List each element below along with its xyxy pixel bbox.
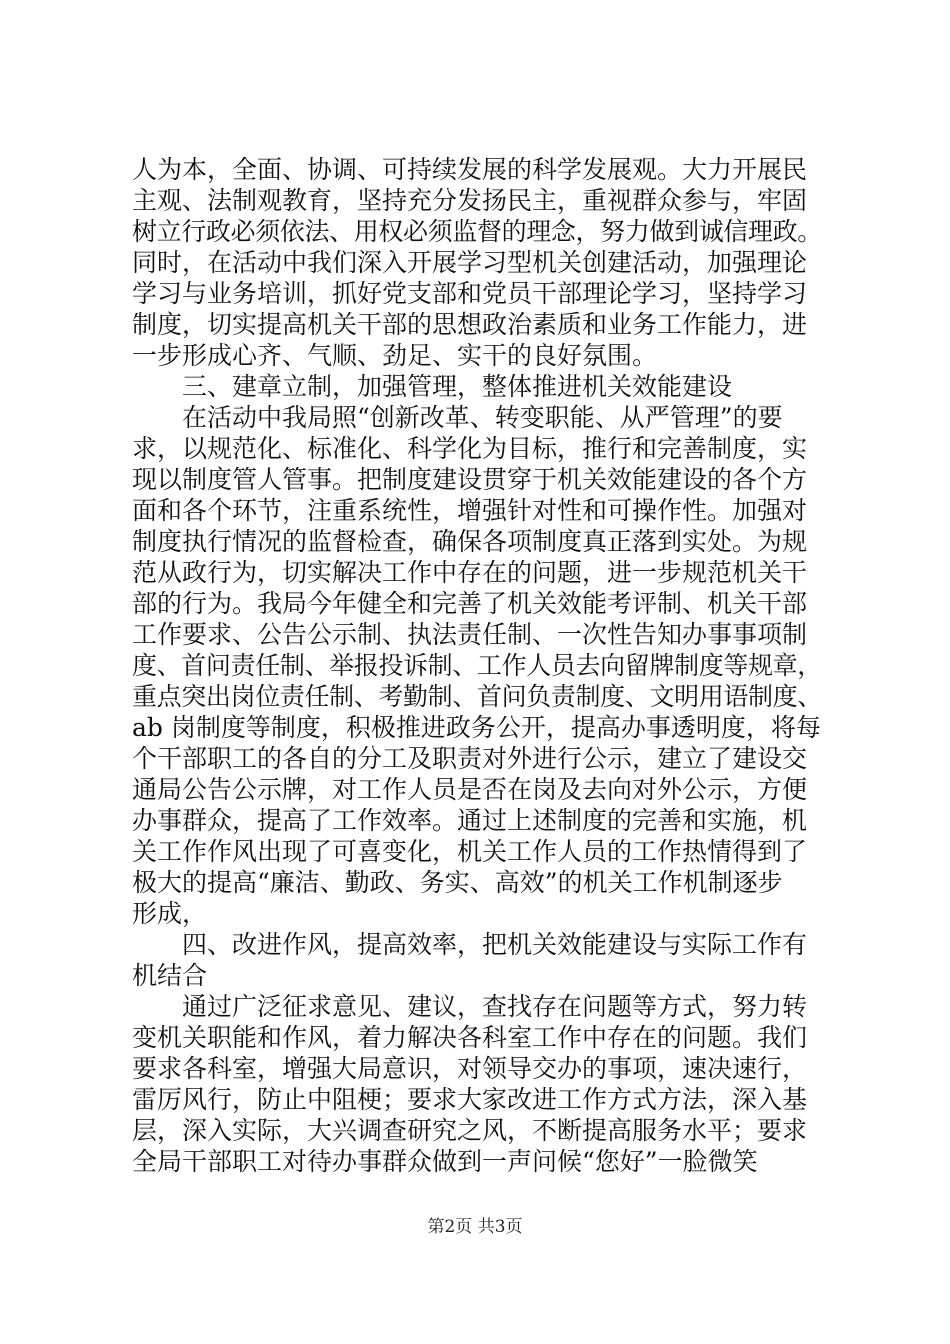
text-line: 关工作作风出现了可喜变化，机关工作人员的工作热情得到了 bbox=[132, 837, 808, 866]
text-line: 部的行为。我局今年健全和完善了机关效能考评制、机关干部 bbox=[132, 589, 808, 618]
text-line: 通过广泛征求意见、建议，查找存在问题等方式，努力转 bbox=[132, 992, 808, 1021]
text-line: 层，深入实际，大兴调查研究之风，不断提高服务水平；要求 bbox=[132, 1116, 808, 1145]
text-line: 形成， bbox=[132, 899, 208, 928]
text-line: 要求各科室，增强大局意识，对领导交办的事项，速决速行， bbox=[132, 1054, 808, 1083]
text-line: 雷厉风行，防止中阻梗；要求大家改进工作方式方法，深入基 bbox=[132, 1085, 808, 1114]
text-line: 求，以规范化、标准化、科学化为目标，推行和完善制度，实 bbox=[132, 434, 808, 463]
text-line: ab 岗制度等制度，积极推进政务公开，提高办事透明度，将每 bbox=[132, 713, 821, 742]
text-line: 全局干部职工对待办事群众做到一声问候“您好”一脸微笑 bbox=[132, 1147, 758, 1176]
text-line: 个干部职工的各自的分工及职责对外进行公示，建立了建设交 bbox=[132, 744, 808, 773]
text-line: 办事群众，提高了工作效率。通过上述制度的完善和实施，机 bbox=[132, 806, 808, 835]
text-line: 度、首问责任制、举报投诉制、工作人员去向留牌制度等规章， bbox=[132, 651, 822, 680]
text-line: 机结合 bbox=[132, 961, 208, 990]
page-footer: 第2页 共3页 bbox=[427, 1217, 523, 1237]
text-line: 制度，切实提高机关干部的思想政治素质和业务工作能力，进 bbox=[132, 310, 808, 339]
document-body bbox=[132, 154, 822, 1177]
text-line: 范从政行为，切实解决工作中存在的问题，进一步规范机关干 bbox=[132, 558, 808, 587]
text-line: 主观、法制观教育，坚持充分发扬民主，重视群众参与，牢固 bbox=[132, 186, 808, 215]
text-line: 四、改进作风，提高效率，把机关效能建设与实际工作有 bbox=[132, 930, 808, 959]
text-line: 工作要求、公告公示制、执法责任制、一次性告知办事事项制 bbox=[132, 620, 808, 649]
text-line: 在活动中我局照“创新改革、转变职能、从严管理”的要 bbox=[132, 403, 783, 432]
text-line: 同时，在活动中我们深入开展学习型机关创建活动，加强理论 bbox=[132, 248, 808, 277]
text-line: 学习与业务培训，抓好党支部和党员干部理论学习，坚持学习 bbox=[132, 279, 808, 308]
text-line: 变机关职能和作风，着力解决各科室工作中存在的问题。我们 bbox=[132, 1023, 808, 1052]
text-line: 制度执行情况的监督检查，确保各项制度真正落到实处。为规 bbox=[132, 527, 808, 556]
text-line: 三、建章立制，加强管理，整体推进机关效能建设 bbox=[132, 372, 733, 401]
text-line: 极大的提高“廉洁、勤政、务实、高效”的机关工作机制逐步 bbox=[132, 868, 783, 897]
text-line: 通局公告公示牌，对工作人员是否在岗及去向对外公示，方便 bbox=[132, 775, 808, 804]
text-line: 现以制度管人管事。把制度建设贯穿于机关效能建设的各个方 bbox=[132, 465, 808, 494]
text-line: 人为本，全面、协调、可持续发展的科学发展观。大力开展民 bbox=[132, 155, 808, 184]
text-line: 树立行政必须依法、用权必须监督的理念，努力做到诚信理政。 bbox=[132, 217, 822, 246]
text-line: 一步形成心齐、气顺、劲足、实干的良好氛围。 bbox=[132, 341, 658, 370]
text-line: 面和各个环节，注重系统性，增强针对性和可操作性。加强对 bbox=[132, 496, 808, 525]
text-line: 重点突出岗位责任制、考勤制、首问负责制度、文明用语制度、 bbox=[132, 682, 822, 711]
